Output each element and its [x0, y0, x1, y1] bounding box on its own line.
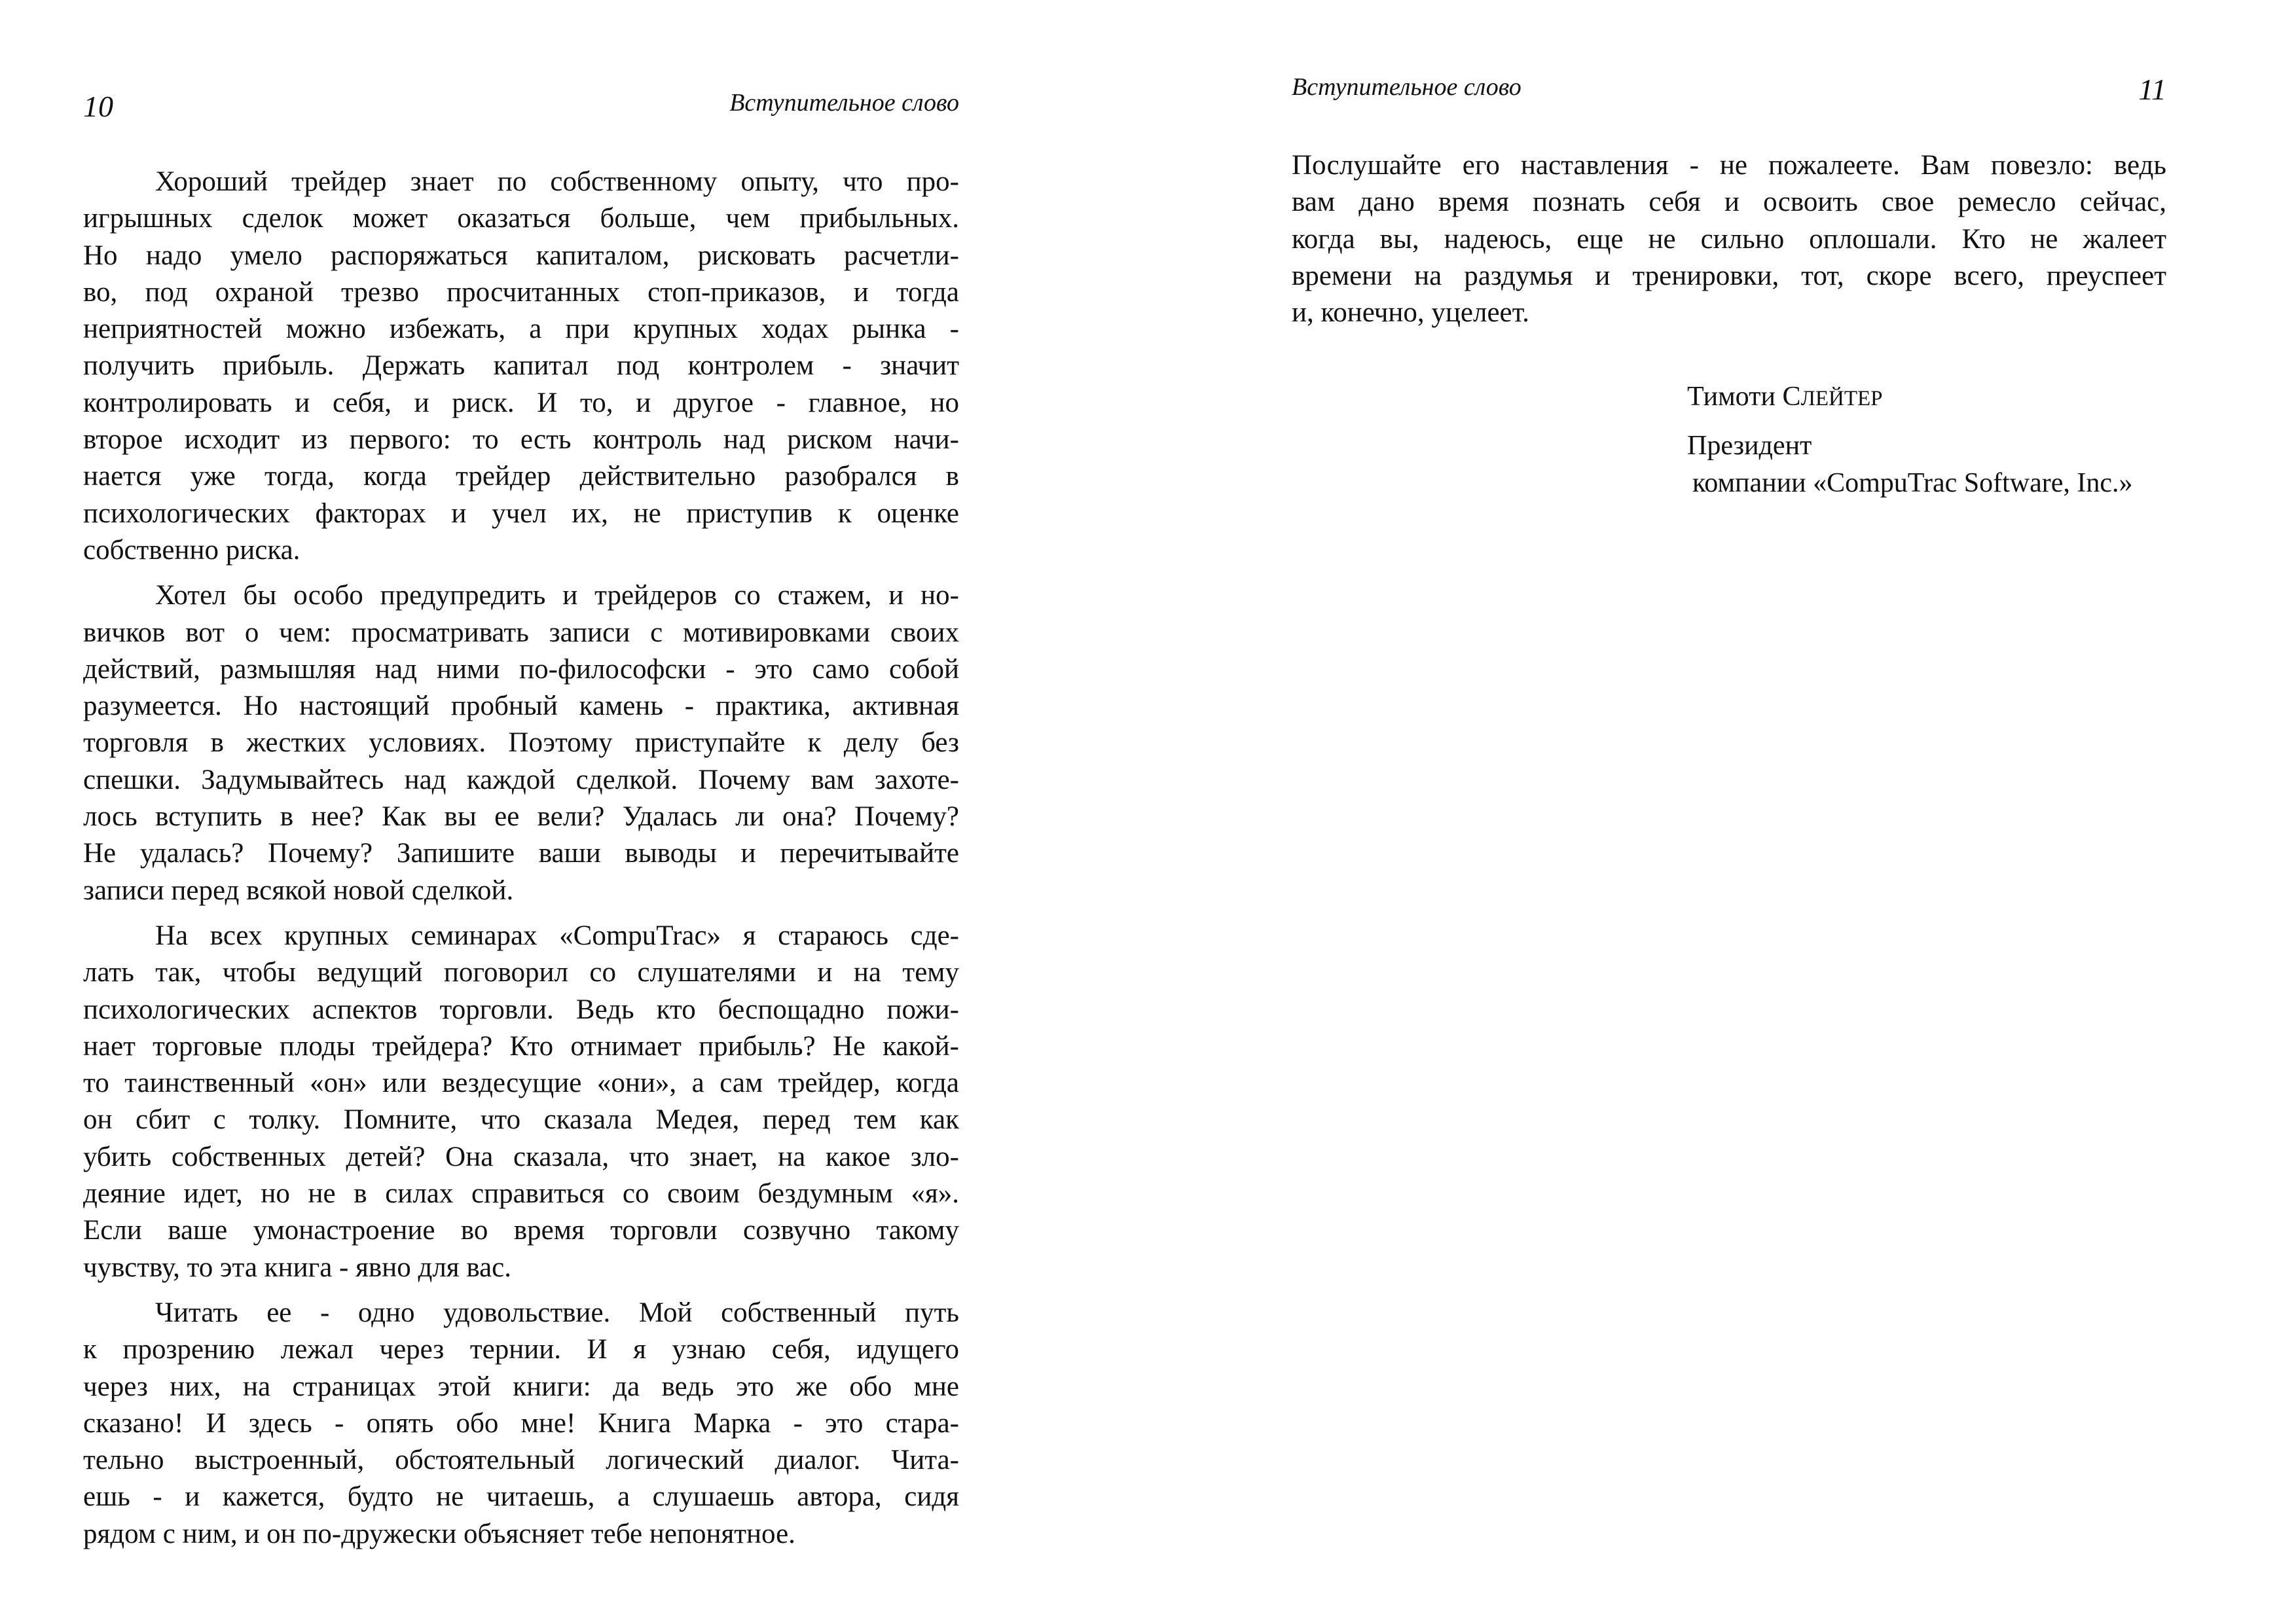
text-line: к прозрению лежал через тернии. И я узнаю себя, идущего — [83, 1334, 959, 1365]
running-head-left: Вступительное слово — [729, 89, 959, 117]
text-line: ешь - и кажется, будто не читаешь, а слушаешь автора, сидя — [83, 1481, 959, 1513]
text-line: через них, на страницах этой книги: да ведь это же обо мне — [83, 1371, 959, 1402]
text-line: действий, размышляя над ними по-философски - это само собой — [83, 653, 959, 685]
text-line: неприятностей можно избежать, а при крупных ходах рынка - — [83, 314, 959, 345]
signature-first-name: Тимоти — [1687, 382, 1776, 412]
signature-name — [1687, 383, 1883, 410]
signature-last-name-rest: ЛЕЙТЕР — [1800, 387, 1883, 410]
paragraph — [83, 577, 959, 909]
paragraph — [83, 164, 959, 569]
text-line: контролировать и себя, и риск. И то, и другое - главное, но — [83, 387, 959, 418]
text-line: нается уже тогда, когда трейдер действительно разобрался в — [83, 461, 959, 492]
text-line: и, конечно, уцелеет. — [1292, 297, 1529, 329]
text-line: Не удалась? Почему? Запишите ваши выводы и перечитывайте — [83, 838, 959, 869]
text-line: психологических факторах и учел их, не приступив к оценке — [83, 497, 959, 529]
text-line: он сбит с толку. Помните, что сказала Медея, перед тем как — [83, 1104, 959, 1136]
text-line: игрышных сделок может оказаться больше, чем прибыльных. — [83, 203, 959, 234]
text-line: собственно риска. — [83, 534, 301, 566]
paragraph — [1292, 147, 2166, 331]
signature-title: Президент — [1687, 431, 1812, 461]
paragraph — [83, 1295, 959, 1553]
text-line: записи перед всякой новой сделкой. — [83, 875, 514, 906]
text-line: Хотел бы особо предупредить и трейдеров со стажем, и но- — [155, 580, 959, 611]
left-page-body — [83, 164, 959, 1553]
text-line: разумеется. Но настоящий пробный камень - практика, активная — [83, 691, 959, 722]
page-number-left: 10 — [83, 90, 113, 123]
text-line: нает торговые плоды трейдера? Кто отнимает прибыль? Не какой- — [83, 1030, 959, 1062]
text-line: сказано! И здесь - опять обо мне! Книга Марка - это стара- — [83, 1407, 959, 1439]
text-line: во, под охраной трезво просчитанных стоп-приказов, и тогда — [83, 276, 959, 308]
text-line: лось вступить в нее? Как вы ее вели? Удалась ли она? Почему? — [83, 801, 959, 833]
signature-last-name-initial: С — [1782, 382, 1801, 412]
text-line: времени на раздумья и тренировки, тот, скоре всего, преуспеет — [1292, 260, 2166, 291]
text-line: Если ваше умонастроение во время торговли созвучно такому — [83, 1215, 959, 1246]
text-line: На всех крупных семинарах «CompuTrac» я стараюсь сде- — [155, 920, 959, 951]
text-line: убить собственных детей? Она сказала, что знает, на какое зло- — [83, 1141, 959, 1172]
text-line: вам дано время познать себя и освоить свое ремесло сейчас, — [1292, 187, 2166, 218]
signature-company: компании «CompuTrac Software, Inc.» — [1692, 468, 2133, 498]
right-page-body — [1292, 147, 2166, 331]
text-line: Но надо умело распоряжаться капиталом, рисковать расчетли- — [83, 240, 959, 271]
text-line: Читать ее - одно удовольствие. Мой собственный путь — [155, 1297, 959, 1328]
running-head-right: Вступительное слово — [1292, 73, 1522, 101]
text-line: рядом с ним, и он по-дружески объясняет тебе непонятное. — [83, 1518, 795, 1549]
text-line: лать так, чтобы ведущий поговорил со слушателями и на тему — [83, 957, 959, 988]
text-line: Послушайте его наставления - не пожалеете. Вам повезло: ведь — [1292, 150, 2166, 181]
text-line: второе исходит из первого: то есть контроль над риском начи- — [83, 424, 959, 456]
text-line: спешки. Задумывайтесь над каждой сделкой. Почему вам захоте- — [83, 764, 959, 795]
text-line: чувству, то эта книга - явно для вас. — [83, 1252, 511, 1283]
text-line: торговля в жестких условиях. Поэтому приступайте к делу без — [83, 727, 959, 759]
text-line: вичков вот о чем: просматривать записи с мотивировками своих — [83, 617, 959, 648]
text-line: то таинственный «он» или вездесущие «они», а сам трейдер, когда — [83, 1068, 959, 1099]
text-line: деяние идет, но не в силах справиться со своим бездумным «я». — [83, 1178, 959, 1210]
page-number-right: 11 — [2138, 73, 2166, 106]
paragraph — [83, 918, 959, 1286]
text-line: получить прибыль. Держать капитал под контролем - значит — [83, 350, 959, 382]
text-line: тельно выстроенный, обстоятельный логический диалог. Чита- — [83, 1445, 959, 1476]
text-line: когда вы, надеюсь, еще не сильно оплошали. Кто не жалеет — [1292, 223, 2166, 255]
text-line: психологических аспектов торговли. Ведь кто беспощадно пожи- — [83, 994, 959, 1025]
text-line: Хороший трейдер знает по собственному опыту, что про- — [155, 166, 959, 197]
